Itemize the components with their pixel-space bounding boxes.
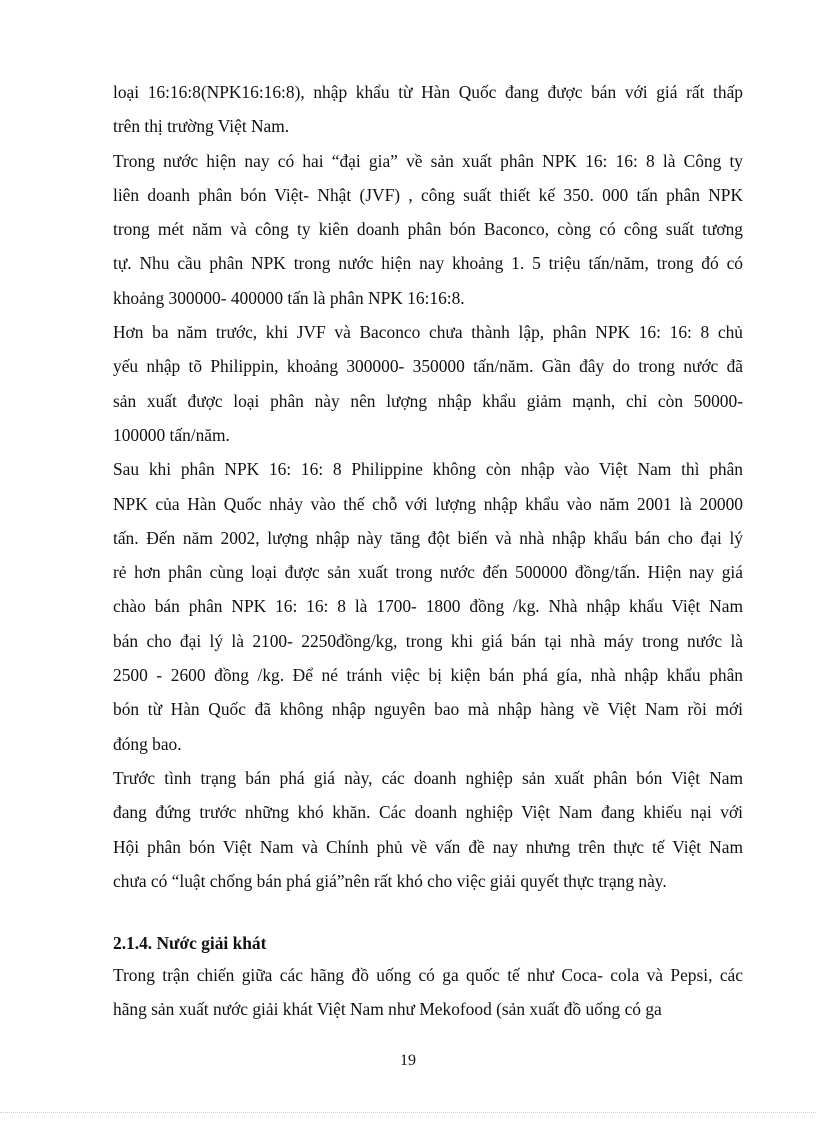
text-line: tự. Nhu cầu phân NPK trong nước hiện nay khoảng 1. 5 triệu tấn/năm, trong đó có <box>113 253 743 274</box>
text-line: 100000 tấn/năm. <box>113 424 230 445</box>
text-line: sản xuất được loại phân này nên lượng nhập khẩu giảm mạnh, chỉ còn 50000- <box>113 390 743 411</box>
section-heading: 2.1.4. Nước giải khát <box>113 933 267 953</box>
page-bottom-divider <box>0 1112 816 1113</box>
text-line: liên doanh phân bón Việt- Nhật (JVF) , công suất thiết kế 350. 000 tấn phân NPK <box>113 184 743 205</box>
text-line: đóng bao. <box>113 733 182 754</box>
text-line: Hơn ba năm trước, khi JVF và Baconco chưa thành lập, phân NPK 16: 16: 8 chủ <box>113 322 743 343</box>
text-line: khoảng 300000- 400000 tấn là phân NPK 16:16:8. <box>113 287 465 308</box>
text-line: chào bán phân NPK 16: 16: 8 là 1700- 1800 đồng /kg. Nhà nhập khẩu Việt Nam <box>113 596 743 617</box>
text-line: rẻ hơn phân cùng loại được sản xuất trong nước đến 500000 đồng/tấn. Hiện nay giá <box>113 562 743 583</box>
body-text-continued <box>113 958 743 1027</box>
body-text <box>113 75 743 898</box>
page-number: 19 <box>400 1052 416 1069</box>
text-line: Trong nước hiện nay có hai “đại gia” về sản xuất phân NPK 16: 16: 8 là Công ty <box>113 150 743 171</box>
text-line: yếu nhập tõ Philippin, khoảng 300000- 350000 tấn/năm. Gần đây do trong nước đã <box>113 356 743 377</box>
text-line: trên thị trường Việt Nam. <box>113 116 290 137</box>
text-line: trong mét năm và công ty kiên doanh phân bón Baconco, còng có công suất tương <box>113 219 743 240</box>
text-line: đang đứng trước những khó khăn. Các doanh nghiệp Việt Nam đang khiếu nại với <box>113 802 743 823</box>
text-line: Hội phân bón Việt Nam và Chính phủ về vấn đề nay nhưng trên thực tế Việt Nam <box>113 836 743 857</box>
text-line: Sau khi phân NPK 16: 16: 8 Philippine không còn nhập vào Việt Nam thì phân <box>113 459 743 480</box>
text-line: Trước tình trạng bán phá giá này, các doanh nghiệp sản xuất phân bón Việt Nam <box>113 767 743 788</box>
text-line: 2500 - 2600 đồng /kg. Để né tránh việc bị kiện bán phá gía, nhà nhập khẩu phân <box>113 665 743 686</box>
text-line: loại 16:16:8(NPK16:16:8), nhập khẩu từ Hàn Quốc đang được bán với giá rất thấp <box>113 82 743 102</box>
text-line: tấn. Đến năm 2002, lượng nhập này tăng đột biến và nhà nhập khẩu bán cho đại lý <box>113 527 743 548</box>
text-line: NPK của Hàn Quốc nhảy vào thế chỗ với lượng nhập khẩu vào năm 2001 là 20000 <box>113 493 743 514</box>
text-line: hãng sản xuất nước giải khát Việt Nam như Mekofood (sản xuất đồ uống có ga <box>113 999 662 1020</box>
text-line: bán cho đại lý là 2100- 2250đồng/kg, trong khi giá bán tại nhà máy trong nước là <box>113 630 743 651</box>
text-line: chưa có “luật chống bán phá giá”nên rất khó cho việc giải quyết thực trạng này. <box>113 870 667 891</box>
text-line: Trong trận chiến giữa các hãng đồ uống có ga quốc tế như Coca- cola và Pepsi, các <box>113 965 743 985</box>
text-line: bón từ Hàn Quốc đã không nhập nguyên bao mà nhập hàng về Việt Nam rồi mới <box>113 699 743 720</box>
